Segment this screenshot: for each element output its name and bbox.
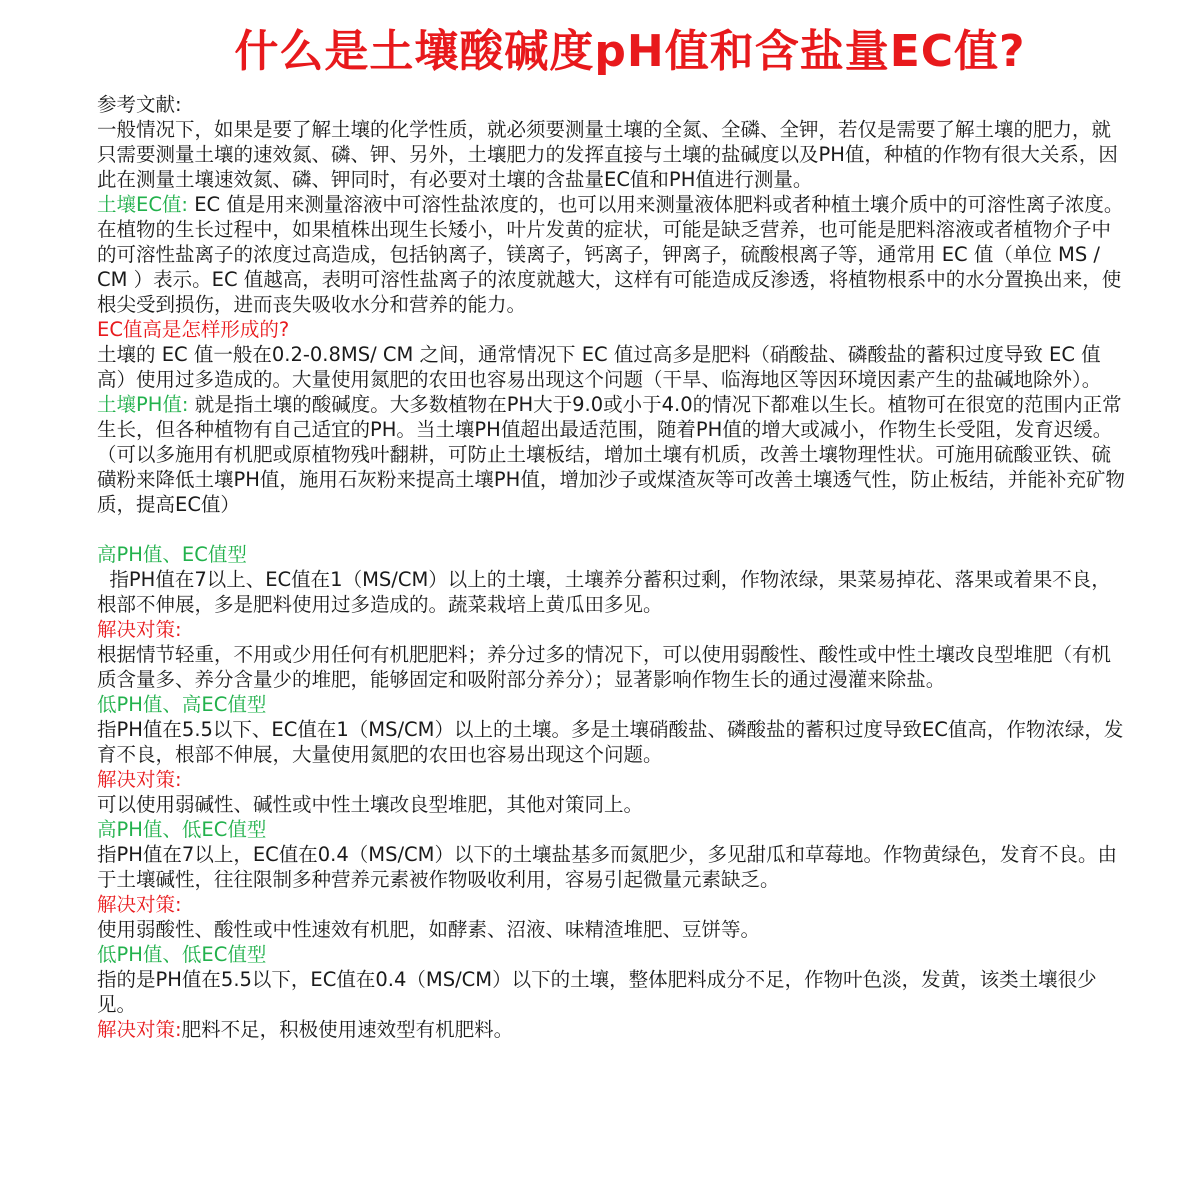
solution-label: 解决对策: — [97, 768, 182, 791]
intro-paragraph: 一般情况下，如果是要了解土壤的化学性质，就必须要测量土壤的全氮、全磷、全钾，若仅是需要了解土壤的肥力，就只需要测量土壤的速效氮、磷、钾、另外，土壤肥力的发挥直接与土壤的盐碱度以及PH值，种植的作物有很大关系，因此在测量土壤速效氮、磷、钾同时，有必要对土壤的含盐量EC值和PH值进行测量。 — [97, 118, 1118, 191]
type-heading: 高PH值、低EC值型 — [97, 818, 267, 841]
ec-high-paragraph: 土壤的 EC 值一般在0.2-0.8MS/ CM 之间，通常情况下 EC 值过高多是肥料（硝酸盐、磷酸盐的蓄积过度导致 EC 值高）使用过多造成的。大量使用氮肥的农田也容易出现这个问题（干旱、临海地区等因环境因素产生的盐碱地除外）。 — [97, 343, 1102, 391]
type-description: 指的是PH值在5.5以下，EC值在0.4（MS/CM）以下的土壤，整体肥料成分不足，作物叶色淡，发黄，该类土壤很少见。 — [97, 968, 1097, 1016]
solution-label: 解决对策: — [97, 618, 182, 641]
section-gap — [97, 517, 1127, 542]
type-solution: 肥料不足，积极使用速效型有机肥料。 — [181, 1018, 514, 1041]
type-solution: 可以使用弱碱性、碱性或中性土壤改良型堆肥，其他对策同上。 — [97, 793, 644, 816]
type-description: 指PH值在7以上、EC值在1（MS/CM）以上的土壤，土壤养分蓄积过剩，作物浓绿，果菜易掉花、落果或着果不良，根部不伸展，多是肥料使用过多造成的。蔬菜栽培上黄瓜田多见。 — [97, 568, 1111, 616]
type-heading: 低PH值、高EC值型 — [97, 693, 267, 716]
ec-high-question: EC值高是怎样形成的? — [97, 318, 290, 341]
type-solution: 根据情节轻重，不用或少用任何有机肥肥料；养分过多的情况下，可以使用弱酸性、酸性或中性土壤改良型堆肥（有机质含量多、养分含量少的堆肥，能够固定和吸附部分养分）；显著影响作物生长的通过漫灌来除盐。 — [97, 643, 1112, 691]
ph-note: （可以多施用有机肥或原植物残叶翻耕，可防止土壤板结，增加土壤有机质，改善土壤物理性状。可施用硫酸亚铁、硫磺粉来降低土壤PH值，施用石灰粉来提高土壤PH值，增加沙子或煤渣灰等可改善土壤透气性，防止板结，并能补充矿物质，提高EC值） — [97, 443, 1125, 516]
type-description: 指PH值在7以上，EC值在0.4（MS/CM）以下的土壤盐基多而氮肥少，多见甜瓜和草莓地。作物黄绿色，发育不良。由于土壤碱性，往往限制多种营养元素被作物吸收利用，容易引起微量元素缺乏。 — [97, 843, 1117, 891]
type-description: 指PH值在5.5以下、EC值在1（MS/CM）以上的土壤。多是土壤硝酸盐、磷酸盐的蓄积过度导致EC值高，作物浓绿，发育不良，根部不伸展，大量使用氮肥的农田也容易出现这个问题。 — [97, 718, 1124, 766]
type-heading: 高PH值、EC值型 — [97, 543, 247, 566]
final-solution — [97, 1017, 1127, 1042]
solution-label: 解决对策: — [97, 893, 182, 916]
article-body — [97, 92, 1127, 1042]
type-solution: 使用弱酸性、酸性或中性速效有机肥，如酵素、沼液、味精渣堆肥、豆饼等。 — [97, 918, 761, 941]
page-title: 什么是土壤酸碱度pH值和含盐量EC值? — [234, 26, 1026, 77]
ph-label: 土壤PH值: — [97, 393, 189, 416]
ph-paragraph — [97, 392, 1127, 442]
ph-text: 就是指土壤的酸碱度。大多数植物在PH大于9.0或小于4.0的情况下都难以生长。植物可在很宽的范围内正常生长，但各种植物有自己适宜的PH。当土壤PH值超出最适范围，随着PH值的增大或减小，作物生长受阻，发育迟缓。 — [97, 393, 1122, 441]
ec-label: 土壤EC值: — [97, 193, 189, 216]
solution-label: 解决对策: — [97, 1018, 182, 1041]
reference-heading: 参考文献: — [97, 93, 182, 116]
ec-text: EC 值是用来测量溶液中可溶性盐浓度的，也可以用来测量液体肥料或者种植土壤介质中的可溶性离子浓度。在植物的生长过程中，如果植株出现生长矮小，叶片发黄的症状，可能是缺乏营养，也可能是肥料溶液或者植物介子中的可溶性盐离子的浓度过高造成，包括钠离子，镁离子，钙离子，钾离子，硫酸根离子等，通常用 EC 值（单位 MS / CM ）表示。EC 值越高，表明可溶性盐离子的浓度就越大，这样有可能造成反渗透，将植物根系中的水分置换出来，使根尖受到损伤，进而丧失吸收水分和营养的能力。 — [97, 193, 1124, 316]
ec-paragraph — [97, 192, 1127, 317]
type-heading: 低PH值、低EC值型 — [97, 943, 267, 966]
